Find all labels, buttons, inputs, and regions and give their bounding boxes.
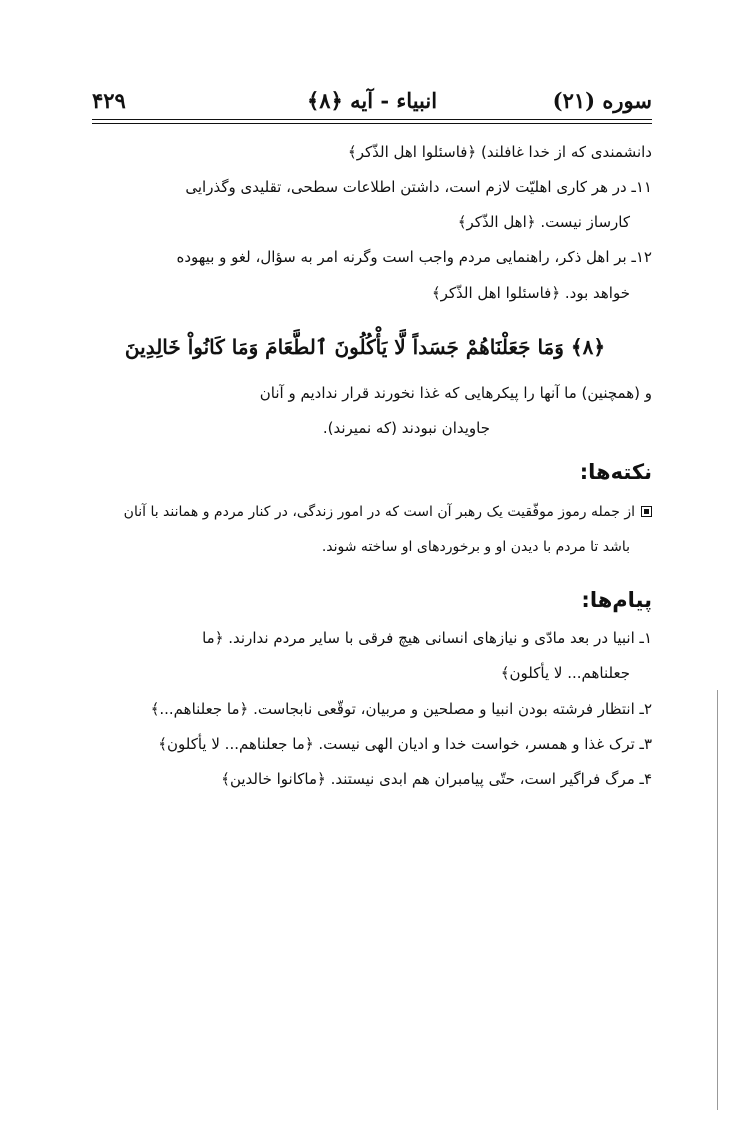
messages-heading: پیام‌ها: — [581, 588, 652, 612]
intro-line: کارساز نیست. ﴿اهل الذّکر﴾ — [457, 213, 630, 231]
quran-verse: ﴿۸﴾ وَمَا جَعَلْنَاهُمْ جَسَداً لَّا يَأْكُلُونَ ٱلطَّعَامَ وَمَا كَانُواْ خَالِدِينَ — [124, 335, 606, 359]
intro-line: خواهد بود. ﴿فاسئلوا اهل الذّکر﴾ — [431, 284, 630, 302]
message-line: ۲ـ انتظار فرشته بودن انبیا و مصلحین و مربیان، توقّعی نابجاست. ﴿ما جعلناهم...﴾ — [150, 700, 652, 718]
page-header — [92, 88, 652, 118]
square-bullet-icon — [641, 506, 652, 517]
translation-line: و (همچنین) ما آنها را پیکرهایی که غذا نخورند قرار ندادیم و آنان — [259, 384, 652, 402]
header-title: انبیاء - آیه ﴿۸﴾ — [306, 88, 438, 113]
intro-line: دانشمندی که از خدا غافلند) ﴿فاسئلوا اهل الذّکر﴾ — [347, 143, 652, 161]
note-text: از جمله رموز موفّقیت یک رهبر آن است که در امور زندگی، در کنار مردم و همانند با آنان — [123, 504, 635, 520]
message-line: ۴ـ مرگ فراگیر است، حتّی پیامبران هم ابدی نیستند. ﴿ماکانوا خالدین﴾ — [221, 770, 652, 788]
intro-line: ۱۱ـ در هر کاری اهلیّت لازم است، داشتن اطلاعات سطحی، تقلیدی وگذرایی — [185, 178, 652, 196]
notes-heading: نکته‌ها: — [579, 460, 652, 484]
header-rule-thick — [92, 119, 652, 120]
surah-label: سوره (۲۱) — [552, 88, 652, 113]
note-item — [124, 502, 652, 522]
message-line: ۳ـ ترک غذا و همسر، خواست خدا و ادیان الهی نیست. ﴿ما جعلناهم... لا یأکلون﴾ — [158, 735, 652, 753]
page-number: ۴۲۹ — [92, 88, 126, 113]
note-line: باشد تا مردم با دیدن او و برخوردهای او ساخته شوند. — [321, 539, 630, 555]
message-line: جعلناهم... لا یأکلون﴾ — [500, 664, 630, 682]
scan-margin-edge — [717, 690, 718, 1110]
message-line: ۱ـ انبیا در بعد مادّی و نیازهای انسانی هیچ فرقی با سایر مردم ندارند. ﴿ما — [202, 629, 652, 647]
translation-line: جاویدان نبودند (که نمیرند). — [322, 419, 490, 437]
header-rule-thin — [92, 123, 652, 124]
intro-line: ۱۲ـ بر اهل ذکر، راهنمایی مردم واجب است وگرنه امر به سؤال، لغو و بیهوده — [176, 248, 652, 266]
